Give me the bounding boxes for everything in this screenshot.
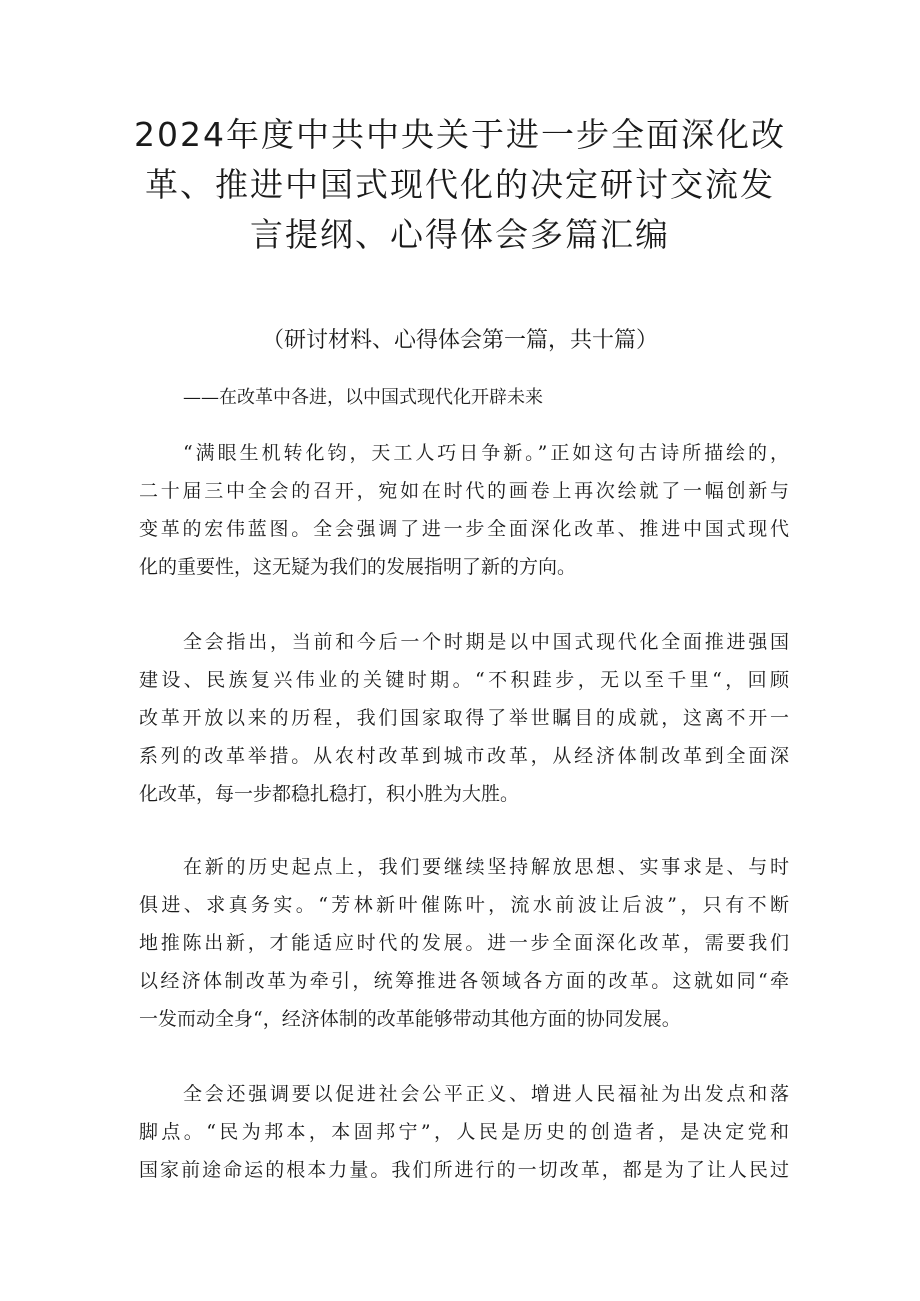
title-line: 2024年度中共中央关于进一步全面深化改 — [134, 115, 786, 154]
paragraph-line: 改革开放以来的历程，我们国家取得了举世瞩目的成就，这离不开一 — [139, 707, 789, 729]
paragraph-line: 化改革，每一步都稳扎稳打，积小胜为大胜。 — [139, 783, 520, 805]
paragraph-line: 全会指出，当前和今后一个时期是以中国式现代化全面推进强国 — [183, 631, 789, 653]
paragraph — [139, 848, 789, 1038]
paragraph-line: 一发而动全身“，经济体制的改革能够带动其他方面的协同发展。 — [139, 1008, 681, 1030]
paragraph — [139, 434, 789, 586]
paragraph-line: 化的重要性，这无疑为我们的发展指明了新的方向。 — [139, 556, 577, 578]
paragraph-line: 全会还强调要以促进社会公平正义、增进人民福祉为出发点和落 — [183, 1083, 789, 1105]
document-title — [130, 110, 790, 260]
paragraph-line: 俱进、求真务实。“芳林新叶催陈叶，流水前波让后波”，只有不断 — [139, 894, 789, 916]
paragraph-line: 脚点。“民为邦本，本固邦宁”，人民是历史的创造者，是决定党和 — [139, 1121, 789, 1143]
paragraph-line: 变革的宏伟蓝图。全会强调了进一步全面深化改革、推进中国式现代 — [139, 518, 789, 540]
title-line: 革、推进中国式现代化的决定研讨交流发 — [145, 165, 775, 204]
paragraph — [139, 1075, 789, 1189]
paragraph-line: 二十届三中全会的召开，宛如在时代的画卷上再次绘就了一幅创新与 — [139, 480, 789, 502]
paragraph-line: 国家前途命运的根本力量。我们所进行的一切改革，都是为了让人民过 — [139, 1159, 789, 1181]
document-subtitle: （研讨材料、心得体会第一篇，共十篇） — [261, 328, 658, 353]
paragraph — [139, 623, 789, 813]
paragraph-line: “满眼生机转化钧，天工人巧日争新。”正如这句古诗所描绘的， — [183, 442, 789, 464]
title-line: 言提纲、心得体会多篇汇编 — [250, 215, 670, 254]
paragraph-line: 建设、民族复兴伟业的关键时期。“不积跬步，无以至千里“，回顾 — [139, 669, 789, 691]
paragraph-line: 系列的改革举措。从农村改革到城市改革，从经济体制改革到全面深 — [139, 745, 789, 767]
section-heading: ——在改革中各进，以中国式现代化开辟未来 — [183, 387, 543, 408]
paragraph-line: 地推陈出新，才能适应时代的发展。进一步全面深化改革，需要我们 — [139, 932, 789, 954]
paragraph-line: 以经济体制改革为牵引，统筹推进各领域各方面的改革。这就如同“牵 — [139, 970, 789, 992]
paragraph-line: 在新的历史起点上，我们要继续坚持解放思想、实事求是、与时 — [183, 856, 789, 878]
